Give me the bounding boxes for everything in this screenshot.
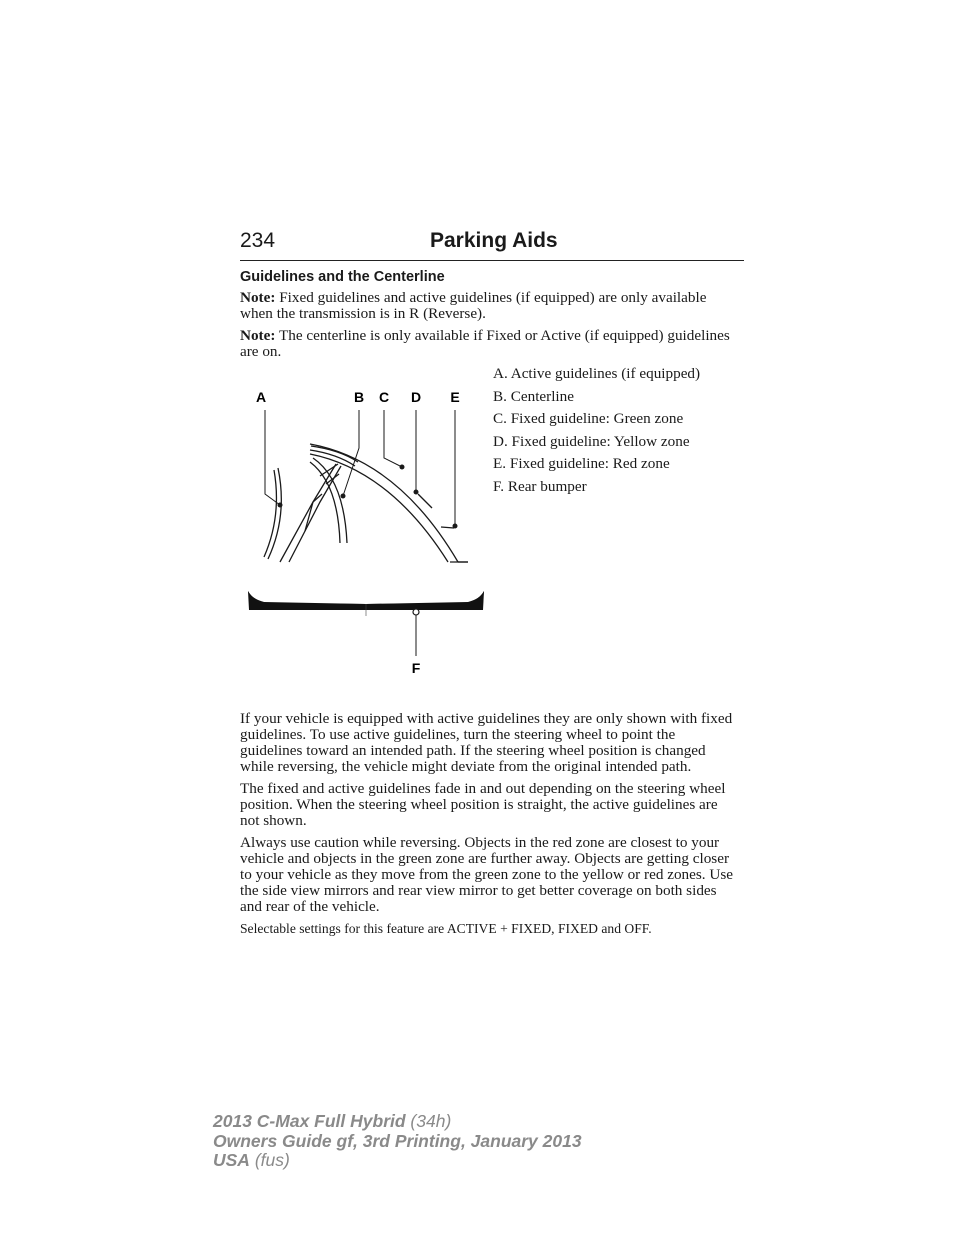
footer-model: 2013 C-Max Full Hybrid bbox=[213, 1111, 406, 1131]
bumper-marker bbox=[413, 609, 419, 615]
body-paragraph: The fixed and active guidelines fade in and out depending on the steering wheel position. When the steering wheel position is straight, the active guidelines are not shown. bbox=[240, 780, 726, 829]
right-fixed-guideline bbox=[310, 444, 468, 562]
diagram-label-f: F bbox=[411, 660, 421, 676]
footer-line-region bbox=[213, 1151, 582, 1171]
body-paragraph: Always use caution while reversing. Objects in the red zone are closest to your vehicle and objects in the green zone are further away. Objects are getting closer to your vehicle as they move from the green zone to the yellow or red zones. Use the side view mirrors and rear view mirror to get better coverage on both sides and rear of the vehicle. bbox=[240, 834, 734, 915]
legend-item: B. Centerline bbox=[493, 387, 574, 405]
note-text: Fixed guidelines and active guidelines (if equipped) are only available when the transmission is in R (Reverse). bbox=[240, 289, 707, 322]
left-fixed-guideline bbox=[280, 464, 341, 562]
active-guideline bbox=[264, 468, 281, 559]
body-paragraph: If your vehicle is equipped with active guidelines they are only shown with fixed guidelines. To use active guidelines, turn the steering wheel to point the guidelines toward an intended path. If the steering wheel position is changed while reversing, the vehicle might deviate from the original intended path. bbox=[240, 710, 733, 775]
leader-dots bbox=[278, 465, 458, 529]
leader-lines bbox=[265, 410, 455, 656]
figure-legend bbox=[493, 366, 700, 502]
settings-note: Selectable settings for this feature are ACTIVE + FIXED, FIXED and OFF. bbox=[240, 921, 652, 936]
main-content bbox=[240, 268, 735, 937]
footer-line-guide: Owners Guide gf, 3rd Printing, January 2013 bbox=[213, 1130, 582, 1151]
diagram-label-e: E bbox=[450, 389, 460, 405]
rear-bumper bbox=[248, 591, 484, 605]
footer-model-code: (34h) bbox=[405, 1111, 452, 1131]
page-number: 234 bbox=[240, 229, 276, 252]
note-label: Note: bbox=[240, 289, 276, 306]
legend-item: F. Rear bumper bbox=[493, 477, 587, 495]
note-text: The centerline is only available if Fixed or Active (if equipped) guidelines are on. bbox=[240, 327, 730, 360]
section-heading: Guidelines and the Centerline bbox=[240, 269, 445, 285]
diagram-label-d: D bbox=[410, 389, 422, 405]
note-paragraph-centerline bbox=[240, 328, 735, 360]
legend-item: A. Active guidelines (if equipped) bbox=[493, 365, 701, 382]
guidelines-figure bbox=[240, 366, 735, 711]
legend-item: D. Fixed guideline: Yellow zone bbox=[493, 432, 690, 450]
footer-region-code: (fus) bbox=[249, 1150, 290, 1170]
diagram-label-c: C bbox=[378, 389, 390, 405]
page-footer bbox=[213, 1112, 582, 1171]
diagram-label-b: B bbox=[353, 389, 365, 405]
page-header bbox=[240, 228, 744, 261]
legend-item: E. Fixed guideline: Red zone bbox=[493, 455, 670, 473]
legend-item: C. Fixed guideline: Green zone bbox=[493, 410, 684, 428]
note-label: Note: bbox=[240, 327, 276, 344]
note-paragraph-transmission bbox=[240, 290, 735, 322]
guidelines-diagram bbox=[240, 366, 490, 711]
footer-line-model bbox=[213, 1112, 582, 1132]
footer-region: USA bbox=[213, 1150, 250, 1170]
diagram-label-a: A bbox=[255, 389, 267, 405]
chapter-title: Parking Aids bbox=[430, 229, 558, 252]
